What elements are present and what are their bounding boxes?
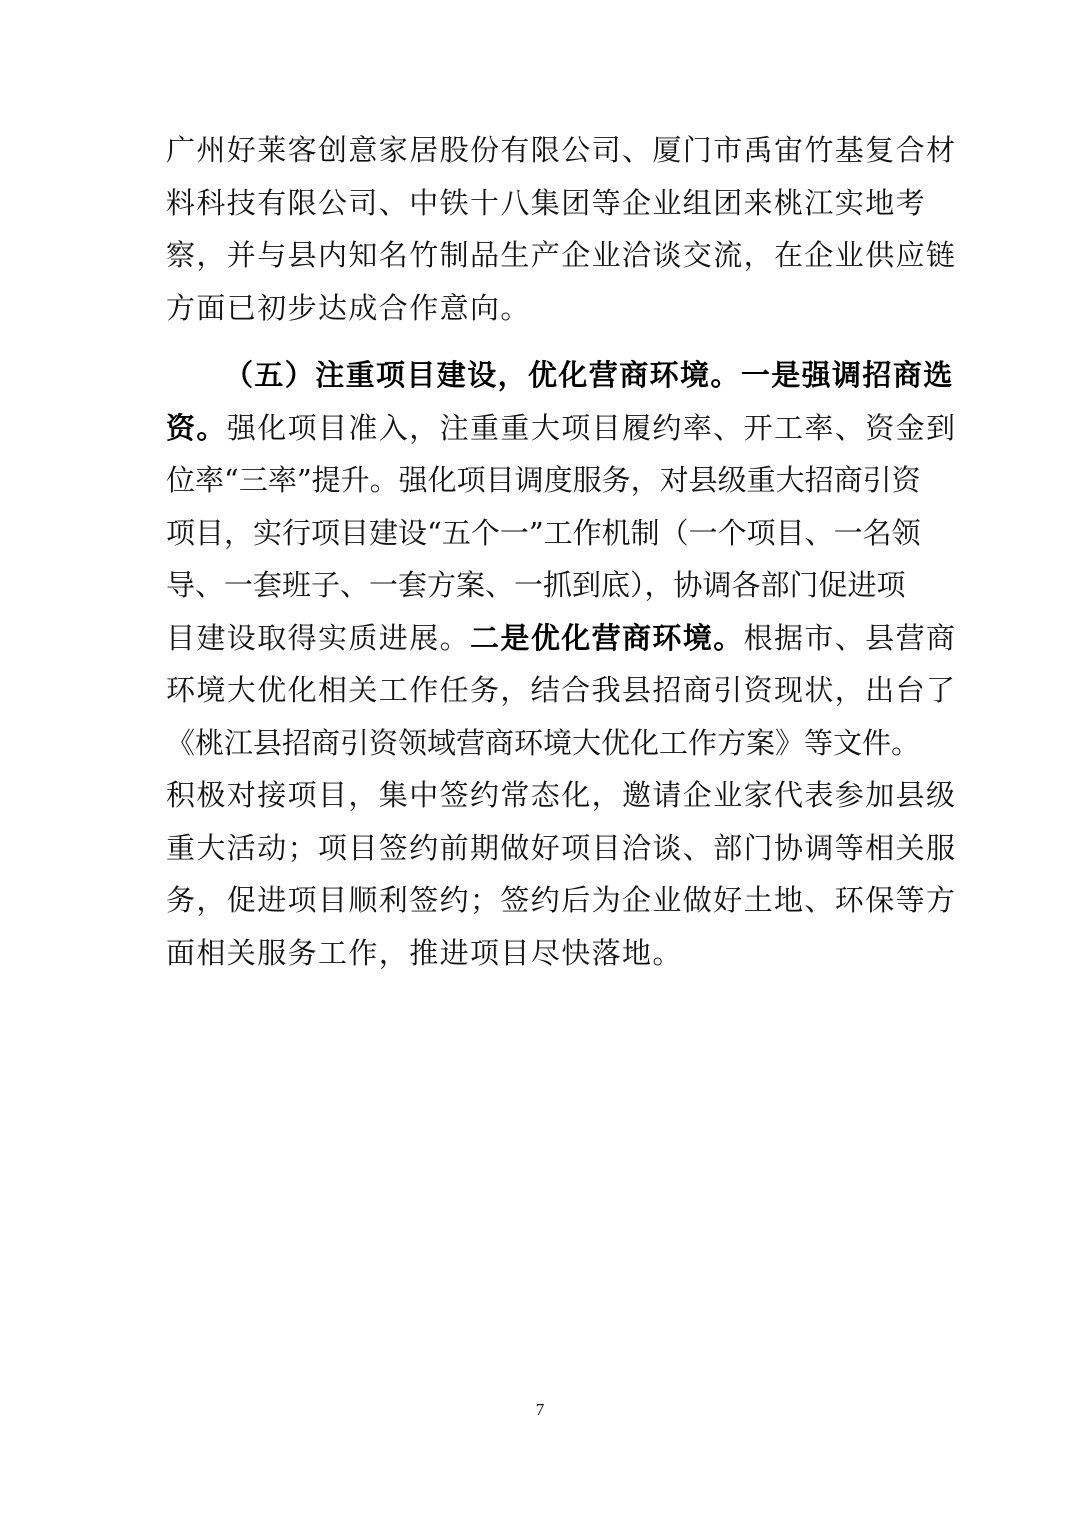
text-run: 强化项目准入，注重重大项目履约率、开工率、资金到 [226, 410, 957, 445]
text-line: 务，促进项目顺利签约；签约后为企业做好土地、环保等方 [166, 883, 957, 917]
text-run: 目建设取得实质进展。 [166, 620, 471, 655]
text-line: 察，并与县内知名竹制品生产企业洽谈交流，在企业供应链 [166, 238, 957, 272]
text-line: 项目，实行项目建设“五个一”工作机制（一个项目、一名领 [166, 515, 921, 550]
paragraph-1 [166, 124, 957, 334]
point-1-title-end: 资。 [166, 410, 227, 445]
text-line: 《桃江县招商引资领域营商环境大优化工作方案》等文件。 [166, 725, 921, 760]
text-line: 环境大优化相关工作任务，结合我县招商引资现状，出台了 [166, 673, 957, 707]
text-line [166, 612, 957, 665]
text-line: 广州好莱客创意家居股份有限公司、厦门市禹宙竹基复合材 [166, 133, 957, 167]
paragraph-2 [166, 349, 957, 979]
text-line: 方面已初步达成合作意向。 [166, 290, 531, 325]
point-2-title: 二是优化营商环境。 [470, 620, 744, 655]
point-1-title: 一是强调招商选 [740, 358, 954, 392]
text-line: 面相关服务工作，推进项目尽快落地。 [166, 935, 683, 970]
text-line [166, 402, 957, 455]
text-run: 根据市、县营商 [743, 620, 957, 655]
text-line: 位率“三率”提升。强化项目调度服务，对县级重大招商引资 [166, 463, 921, 497]
text-line: 料科技有限公司、中铁十八集团等企业组团来桃江实地考 [166, 185, 927, 220]
text-line [166, 349, 954, 402]
text-line: 积极对接项目，集中签约常态化，邀请企业家代表参加县级 [166, 778, 957, 812]
text-line: 重大活动；项目签约前期做好项目洽谈、部门协调等相关服 [166, 830, 957, 865]
section-heading: （五）注重项目建设，优化营商环境。 [224, 358, 741, 392]
text-line: 导、一套班子、一套方案、一抓到底），协调各部门促进项 [166, 568, 906, 602]
page-number: 7 [535, 1400, 545, 1419]
